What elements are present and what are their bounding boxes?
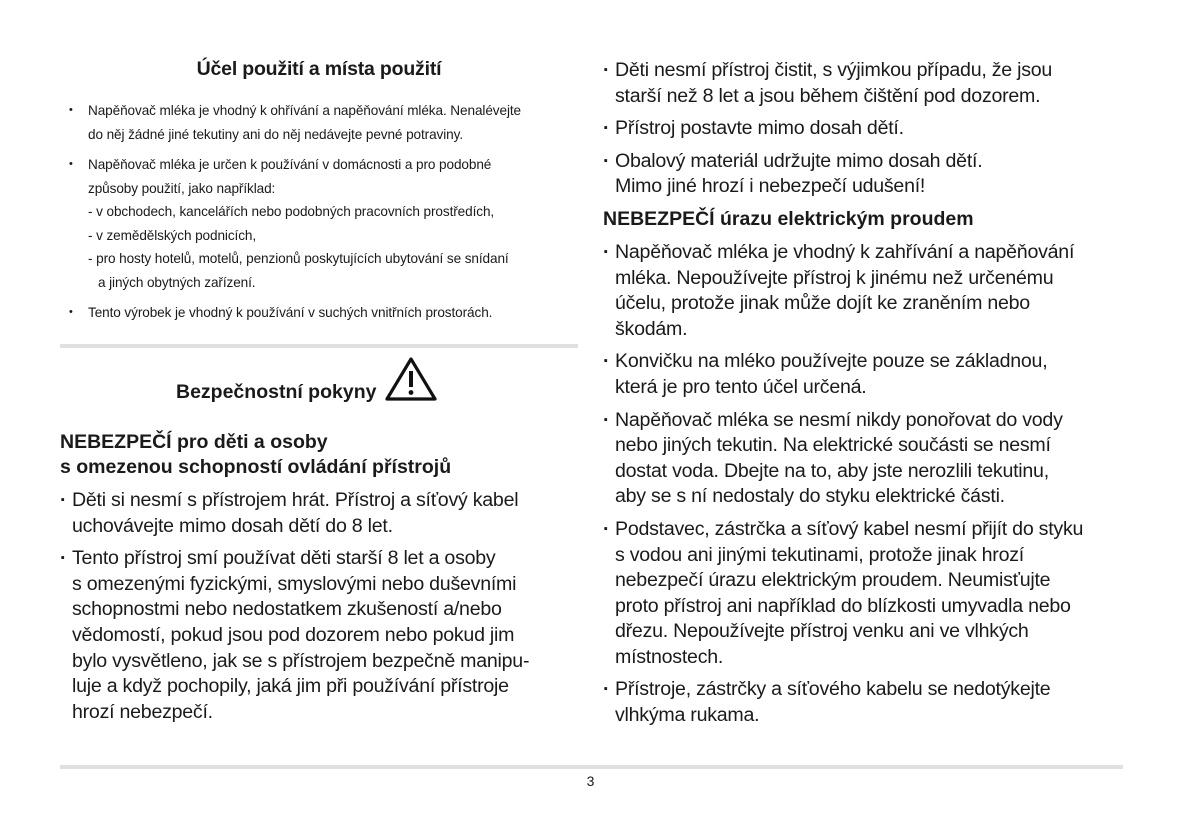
line: • Napěňovač mléka je určen k používání v domácnosti a pro podobné [88, 157, 492, 172]
list-item [603, 149, 1123, 200]
usage-heading: Účel použití a místa použití [196, 58, 442, 80]
line: do něj žádné jiné tekutiny ani do něj nedávejte pevné potraviny. [88, 126, 463, 142]
children-warning-list-continued [603, 58, 1123, 200]
line: - pro hosty hotelů, motelů, penzionů poskytujících ubytování se snídaní [88, 251, 509, 266]
list-item [60, 99, 578, 146]
line: která je pro tento účel určená. [615, 375, 867, 398]
line: nebezpečí úrazu elektrickým proudem. Neumisťujte [615, 569, 1051, 592]
line: - v obchodech, kancelářích nebo podobných pracovních prostředích, [88, 204, 495, 219]
electric-warning-heading: NEBEZPEČÍ úrazu elektrickým proudem [603, 207, 974, 230]
line: s omezenými fyzickými, smyslovými nebo duševními [72, 572, 517, 595]
list-item [603, 677, 1123, 728]
children-warning-section [60, 488, 580, 732]
safety-heading: Bezpečnostní pokyny [176, 381, 377, 403]
line: dostat voda. Dbejte na to, aby jste nerozlili tekutinu, [615, 459, 1049, 482]
line: mléka. Nepoužívejte přístroj k jinému než určenému [615, 266, 1054, 289]
right-column [603, 58, 1123, 736]
section-divider [60, 344, 578, 348]
line: účelu, protože jinak může dojít ke zraněním nebo [615, 292, 1030, 315]
list-item [603, 58, 1123, 109]
line: vlhkýma rukama. [615, 704, 760, 727]
list-item [60, 546, 580, 725]
warning-triangle-icon [384, 356, 438, 407]
line: dřezu. Nepoužívejte přístroj venku ani ve vlhkých [615, 620, 1029, 643]
line: · Napěňovač mléka se nesmí nikdy ponořovat do vody [615, 408, 1063, 431]
line: Mimo jiné hrozí i nebezpečí udušení! [615, 175, 926, 198]
line: proto přístroj ani například do blízkosti umyvadla nebo [615, 594, 1071, 617]
usage-section [60, 58, 578, 332]
line: · Napěňovač mléka je vhodný k zahřívání a napěňování [615, 240, 1075, 263]
line: · Děti si nesmí s přístrojem hrát. Přístroj a síťový kabel [72, 489, 519, 511]
list-item [603, 240, 1123, 342]
line: bylo vysvětleno, jak se s přístrojem bezpečně manipu- [72, 649, 530, 672]
line: · Přístroj postavte mimo dosah dětí. [615, 117, 904, 140]
line: · Tento přístroj smí používat děti starší 8 let a osoby [72, 547, 496, 570]
safety-heading-row [176, 356, 438, 407]
list-item [603, 116, 1123, 142]
list-item [60, 301, 578, 325]
list-item [603, 349, 1123, 400]
list-item [603, 408, 1123, 510]
line: - v zemědělských podnicích, [88, 227, 257, 243]
line: s vodou ani jinými tekutinami, protože jinak hrozí [615, 543, 1024, 566]
line: způsoby použití, jako například: [88, 180, 276, 196]
heading-line: s omezenou schopností ovládání přístrojů [60, 456, 452, 478]
footer-divider [60, 765, 1123, 769]
line: • Tento výrobek je vhodný k používání v suchých vnitřních prostorách. [88, 305, 493, 320]
line: škodám. [615, 317, 688, 340]
line: vědomostí, pokud jsou pod dozorem nebo pokud jim [72, 623, 515, 646]
line: uchovávejte mimo dosah dětí do 8 let. [72, 514, 393, 537]
line: · Podstavec, zástrčka a síťový kabel nesmí přijít do styku [615, 517, 1084, 540]
line: • Napěňovač mléka je vhodný k ohřívání a napěňování mléka. Nenalévejte [88, 103, 521, 118]
electric-warning-list [603, 240, 1123, 729]
page-number: 3 [586, 773, 595, 789]
line: schopnostmi nebo nedostatkem zkušeností a/nebo [72, 598, 502, 621]
line: starší než 8 let a jsou během čištění pod dozorem. [615, 84, 1041, 107]
line: nebo jiných tekutin. Na elektrické součásti se nesmí [615, 434, 1051, 457]
line: · Obalový materiál udržujte mimo dosah dětí. [615, 149, 983, 172]
list-item [60, 488, 580, 539]
line: a jiných obytných zařízení. [98, 274, 256, 290]
line: · Konvičku na mléko používejte pouze se základnou, [615, 350, 1048, 373]
heading-line: NEBEZPEČÍ pro děti a osoby [60, 431, 328, 453]
usage-list [60, 99, 578, 325]
line: luje a když pochopily, jaká jim při používání přístroje [72, 675, 509, 698]
list-item [60, 153, 578, 294]
line: · Přístroje, zástrčky a síťového kabelu se nedotýkejte [615, 678, 1051, 701]
line: aby se s ní nedostaly do styku elektrické části. [615, 485, 1005, 508]
list-item [603, 517, 1123, 671]
children-warning-heading [60, 430, 451, 480]
children-warning-list [60, 488, 580, 725]
line: místnostech. [615, 645, 724, 668]
line: · Děti nesmí přístroj čistit, s výjimkou případu, že jsou [615, 59, 1053, 81]
line: hrozí nebezpečí. [72, 700, 213, 723]
